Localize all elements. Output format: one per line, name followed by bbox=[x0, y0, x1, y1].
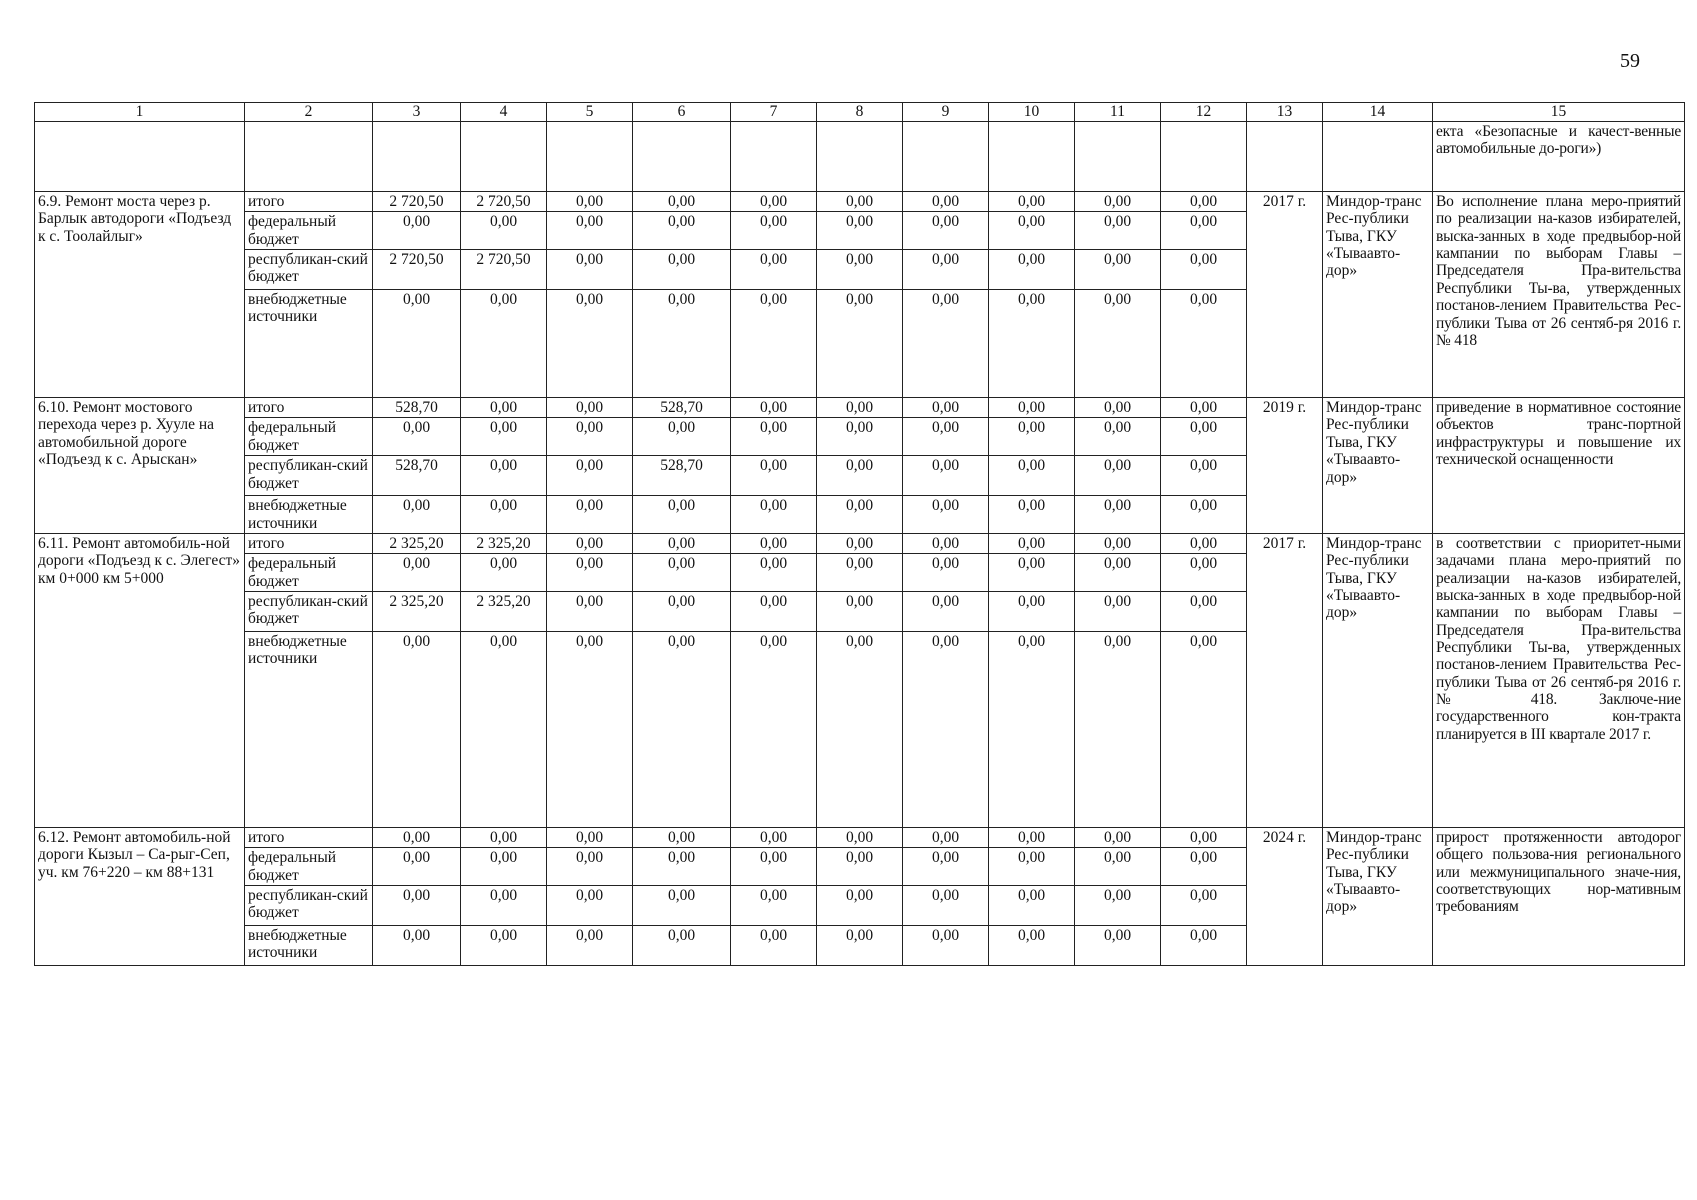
amount-cell: 0,00 bbox=[817, 554, 903, 592]
amount-cell: 0,00 bbox=[817, 290, 903, 398]
item-year: 2024 г. bbox=[1247, 827, 1323, 965]
amount-cell: 0,00 bbox=[1075, 591, 1161, 631]
amount-cell: 0,00 bbox=[989, 192, 1075, 212]
amount-cell: 0,00 bbox=[1075, 398, 1161, 418]
empty-cell bbox=[903, 122, 989, 192]
empty-cell bbox=[461, 122, 547, 192]
amount-cell: 2 720,50 bbox=[461, 250, 547, 290]
item-name: 6.12. Ремонт автомобиль-ной дороги Кызыл – Са-рыг-Сеп, уч. км 76+220 – км 88+131 bbox=[35, 827, 245, 965]
column-number-9: 9 bbox=[903, 103, 989, 122]
amount-cell: 0,00 bbox=[903, 631, 989, 827]
amount-cell: 0,00 bbox=[989, 554, 1075, 592]
item-row bbox=[35, 827, 1685, 847]
item-note: прирост протяженности автодорог общего пользова-ния регионального или межмуниципального значе-ния, соответствующих нор-мативным требованиям bbox=[1433, 827, 1685, 965]
amount-cell: 0,00 bbox=[547, 250, 633, 290]
empty-cell bbox=[633, 122, 731, 192]
amount-cell: 0,00 bbox=[1075, 848, 1161, 886]
empty-cell bbox=[989, 122, 1075, 192]
amount-cell: 0,00 bbox=[1161, 554, 1247, 592]
amount-cell: 0,00 bbox=[989, 591, 1075, 631]
amount-cell: 0,00 bbox=[547, 827, 633, 847]
empty-cell bbox=[1247, 122, 1323, 192]
amount-cell: 0,00 bbox=[731, 848, 817, 886]
amount-cell: 0,00 bbox=[903, 496, 989, 534]
amount-cell: 0,00 bbox=[903, 192, 989, 212]
column-number-11: 11 bbox=[1075, 103, 1161, 122]
amount-cell: 528,70 bbox=[373, 456, 461, 496]
amount-cell: 0,00 bbox=[989, 212, 1075, 250]
amount-cell: 0,00 bbox=[547, 591, 633, 631]
amount-cell: 0,00 bbox=[731, 926, 817, 966]
amount-cell: 0,00 bbox=[633, 886, 731, 926]
source-republic: республикан-ский бюджет bbox=[245, 250, 373, 290]
amount-cell: 0,00 bbox=[1161, 290, 1247, 398]
amount-cell: 0,00 bbox=[817, 533, 903, 553]
amount-cell: 0,00 bbox=[1161, 926, 1247, 966]
source-republic: республикан-ский бюджет bbox=[245, 456, 373, 496]
item-note: в соответствии с приоритет-ными задачами плана меро-приятий по реализации на-казов избирателей, выска-занных в ходе предвыбор-ной кампании по выборам Главы – Председателя Пра-вительства Республики Ты-ва, утвержденных постанов-лением Правительства Рес-публики Тыва от 26 сентяб-ря 2016 г. № 418. Заключе-ние государственного кон-тракта планируется в III квартале 2017 г. bbox=[1433, 533, 1685, 827]
item-name: 6.11. Ремонт автомобиль-ной дороги «Подъезд к с. Элегест» км 0+000 км 5+000 bbox=[35, 533, 245, 827]
amount-cell: 0,00 bbox=[461, 418, 547, 456]
amount-cell: 0,00 bbox=[989, 398, 1075, 418]
column-number-8: 8 bbox=[817, 103, 903, 122]
amount-cell: 528,70 bbox=[633, 398, 731, 418]
source-federal: федеральный бюджет bbox=[245, 554, 373, 592]
amount-cell: 0,00 bbox=[633, 631, 731, 827]
amount-cell: 0,00 bbox=[633, 827, 731, 847]
amount-cell: 0,00 bbox=[1075, 418, 1161, 456]
column-number-5: 5 bbox=[547, 103, 633, 122]
item-year: 2017 г. bbox=[1247, 533, 1323, 827]
amount-cell: 0,00 bbox=[989, 418, 1075, 456]
amount-cell: 0,00 bbox=[373, 848, 461, 886]
amount-cell: 0,00 bbox=[633, 591, 731, 631]
column-number-4: 4 bbox=[461, 103, 547, 122]
header-row bbox=[35, 103, 1685, 122]
column-number-6: 6 bbox=[633, 103, 731, 122]
amount-cell: 0,00 bbox=[633, 290, 731, 398]
amount-cell: 528,70 bbox=[373, 398, 461, 418]
amount-cell: 0,00 bbox=[461, 848, 547, 886]
amount-cell: 0,00 bbox=[731, 398, 817, 418]
amount-cell: 528,70 bbox=[633, 456, 731, 496]
amount-cell: 0,00 bbox=[731, 418, 817, 456]
amount-cell: 0,00 bbox=[989, 926, 1075, 966]
continuation-note: екта «Безопасные и качест-венные автомобильные до-роги») bbox=[1433, 122, 1685, 192]
amount-cell: 0,00 bbox=[373, 212, 461, 250]
amount-cell: 0,00 bbox=[373, 554, 461, 592]
amount-cell: 0,00 bbox=[731, 250, 817, 290]
amount-cell: 0,00 bbox=[1161, 827, 1247, 847]
item-row bbox=[35, 533, 1685, 553]
amount-cell: 0,00 bbox=[1075, 250, 1161, 290]
column-number-3: 3 bbox=[373, 103, 461, 122]
column-number-14: 14 bbox=[1323, 103, 1433, 122]
page-number: 59 bbox=[1620, 50, 1640, 72]
amount-cell: 0,00 bbox=[903, 250, 989, 290]
amount-cell: 0,00 bbox=[731, 496, 817, 534]
amount-cell: 0,00 bbox=[989, 250, 1075, 290]
amount-cell: 0,00 bbox=[731, 290, 817, 398]
amount-cell: 2 720,50 bbox=[373, 250, 461, 290]
amount-cell: 0,00 bbox=[633, 496, 731, 534]
amount-cell: 0,00 bbox=[731, 533, 817, 553]
amount-cell: 0,00 bbox=[817, 848, 903, 886]
item-name: 6.10. Ремонт мостового перехода через р. Хууле на автомобильной дороге «Подъезд к с. Арыскан» bbox=[35, 398, 245, 534]
amount-cell: 0,00 bbox=[547, 554, 633, 592]
amount-cell: 0,00 bbox=[903, 290, 989, 398]
amount-cell: 0,00 bbox=[817, 591, 903, 631]
amount-cell: 2 325,20 bbox=[373, 591, 461, 631]
source-total: итого bbox=[245, 398, 373, 418]
amount-cell: 0,00 bbox=[817, 398, 903, 418]
amount-cell: 0,00 bbox=[547, 290, 633, 398]
amount-cell: 0,00 bbox=[989, 848, 1075, 886]
amount-cell: 0,00 bbox=[817, 827, 903, 847]
amount-cell: 0,00 bbox=[461, 398, 547, 418]
amount-cell: 0,00 bbox=[1075, 456, 1161, 496]
amount-cell: 0,00 bbox=[547, 533, 633, 553]
amount-cell: 0,00 bbox=[1161, 250, 1247, 290]
amount-cell: 0,00 bbox=[547, 848, 633, 886]
source-federal: федеральный бюджет bbox=[245, 212, 373, 250]
amount-cell: 0,00 bbox=[373, 926, 461, 966]
source-extrabudget: внебюджетные источники bbox=[245, 631, 373, 827]
empty-cell bbox=[1161, 122, 1247, 192]
amount-cell: 0,00 bbox=[1161, 398, 1247, 418]
amount-cell: 0,00 bbox=[1075, 290, 1161, 398]
amount-cell: 0,00 bbox=[1161, 533, 1247, 553]
amount-cell: 0,00 bbox=[1075, 533, 1161, 553]
amount-cell: 0,00 bbox=[731, 827, 817, 847]
amount-cell: 0,00 bbox=[731, 886, 817, 926]
amount-cell: 0,00 bbox=[817, 631, 903, 827]
amount-cell: 0,00 bbox=[989, 533, 1075, 553]
amount-cell: 0,00 bbox=[547, 456, 633, 496]
amount-cell: 2 720,50 bbox=[373, 192, 461, 212]
amount-cell: 0,00 bbox=[547, 398, 633, 418]
amount-cell: 0,00 bbox=[461, 827, 547, 847]
amount-cell: 0,00 bbox=[633, 848, 731, 886]
amount-cell: 0,00 bbox=[1075, 192, 1161, 212]
column-number-15: 15 bbox=[1433, 103, 1685, 122]
column-number-10: 10 bbox=[989, 103, 1075, 122]
amount-cell: 0,00 bbox=[461, 554, 547, 592]
source-extrabudget: внебюджетные источники bbox=[245, 496, 373, 534]
amount-cell: 0,00 bbox=[373, 290, 461, 398]
source-total: итого bbox=[245, 192, 373, 212]
amount-cell: 0,00 bbox=[1075, 631, 1161, 827]
amount-cell: 0,00 bbox=[1161, 886, 1247, 926]
item-executor: Миндор-транс Рес-публики Тыва, ГКУ «Тываавто-дор» bbox=[1323, 398, 1433, 534]
item-executor: Миндор-транс Рес-публики Тыва, ГКУ «Тываавто-дор» bbox=[1323, 533, 1433, 827]
amount-cell: 0,00 bbox=[903, 926, 989, 966]
empty-cell bbox=[1075, 122, 1161, 192]
amount-cell: 0,00 bbox=[461, 631, 547, 827]
amount-cell: 0,00 bbox=[903, 827, 989, 847]
column-number-7: 7 bbox=[731, 103, 817, 122]
source-republic: республикан-ский бюджет bbox=[245, 886, 373, 926]
source-extrabudget: внебюджетные источники bbox=[245, 290, 373, 398]
item-row bbox=[35, 192, 1685, 212]
source-total: итого bbox=[245, 827, 373, 847]
amount-cell: 2 720,50 bbox=[461, 192, 547, 212]
amount-cell: 0,00 bbox=[731, 554, 817, 592]
amount-cell: 0,00 bbox=[633, 418, 731, 456]
source-federal: федеральный бюджет bbox=[245, 848, 373, 886]
amount-cell: 0,00 bbox=[903, 456, 989, 496]
amount-cell: 0,00 bbox=[903, 418, 989, 456]
item-executor: Миндор-транс Рес-публики Тыва, ГКУ «Тываавто-дор» bbox=[1323, 192, 1433, 398]
amount-cell: 0,00 bbox=[461, 212, 547, 250]
empty-cell bbox=[547, 122, 633, 192]
column-number-2: 2 bbox=[245, 103, 373, 122]
amount-cell: 0,00 bbox=[731, 212, 817, 250]
amount-cell: 0,00 bbox=[1161, 496, 1247, 534]
amount-cell: 0,00 bbox=[817, 250, 903, 290]
column-number-header bbox=[35, 103, 1685, 122]
amount-cell: 0,00 bbox=[547, 192, 633, 212]
amount-cell: 0,00 bbox=[1075, 886, 1161, 926]
column-number-12: 12 bbox=[1161, 103, 1247, 122]
amount-cell: 0,00 bbox=[989, 827, 1075, 847]
amount-cell: 0,00 bbox=[1161, 456, 1247, 496]
amount-cell: 0,00 bbox=[373, 827, 461, 847]
amount-cell: 0,00 bbox=[817, 418, 903, 456]
amount-cell: 0,00 bbox=[461, 926, 547, 966]
amount-cell: 0,00 bbox=[1161, 591, 1247, 631]
amount-cell: 0,00 bbox=[1075, 554, 1161, 592]
amount-cell: 0,00 bbox=[547, 418, 633, 456]
amount-cell: 0,00 bbox=[461, 290, 547, 398]
item-row bbox=[35, 398, 1685, 418]
amount-cell: 0,00 bbox=[989, 631, 1075, 827]
empty-cell bbox=[373, 122, 461, 192]
amount-cell: 0,00 bbox=[547, 212, 633, 250]
amount-cell: 0,00 bbox=[373, 418, 461, 456]
amount-cell: 0,00 bbox=[1161, 631, 1247, 827]
amount-cell: 2 325,20 bbox=[461, 533, 547, 553]
amount-cell: 0,00 bbox=[1075, 926, 1161, 966]
amount-cell: 0,00 bbox=[373, 886, 461, 926]
amount-cell: 0,00 bbox=[633, 250, 731, 290]
empty-cell bbox=[245, 122, 373, 192]
empty-cell bbox=[731, 122, 817, 192]
empty-cell bbox=[817, 122, 903, 192]
amount-cell: 0,00 bbox=[547, 926, 633, 966]
amount-cell: 0,00 bbox=[731, 631, 817, 827]
amount-cell: 0,00 bbox=[1161, 192, 1247, 212]
amount-cell: 0,00 bbox=[731, 192, 817, 212]
column-number-13: 13 bbox=[1247, 103, 1323, 122]
source-federal: федеральный бюджет bbox=[245, 418, 373, 456]
amount-cell: 0,00 bbox=[633, 926, 731, 966]
amount-cell: 0,00 bbox=[547, 496, 633, 534]
amount-cell: 0,00 bbox=[633, 212, 731, 250]
item-year: 2017 г. bbox=[1247, 192, 1323, 398]
source-extrabudget: внебюджетные источники bbox=[245, 926, 373, 966]
amount-cell: 0,00 bbox=[817, 456, 903, 496]
amount-cell: 0,00 bbox=[1075, 827, 1161, 847]
amount-cell: 0,00 bbox=[989, 290, 1075, 398]
amount-cell: 0,00 bbox=[547, 886, 633, 926]
amount-cell: 0,00 bbox=[461, 886, 547, 926]
source-republic: республикан-ский бюджет bbox=[245, 591, 373, 631]
amount-cell: 0,00 bbox=[903, 848, 989, 886]
amount-cell: 0,00 bbox=[903, 212, 989, 250]
amount-cell: 0,00 bbox=[817, 496, 903, 534]
item-name: 6.9. Ремонт моста через р. Барлык автодороги «Подъезд к с. Тоолайлыг» bbox=[35, 192, 245, 398]
amount-cell: 0,00 bbox=[731, 591, 817, 631]
amount-cell: 0,00 bbox=[989, 886, 1075, 926]
amount-cell: 0,00 bbox=[633, 533, 731, 553]
empty-cell bbox=[1323, 122, 1433, 192]
amount-cell: 2 325,20 bbox=[373, 533, 461, 553]
amount-cell: 0,00 bbox=[373, 496, 461, 534]
amount-cell: 0,00 bbox=[903, 533, 989, 553]
amount-cell: 0,00 bbox=[1075, 212, 1161, 250]
amount-cell: 0,00 bbox=[461, 496, 547, 534]
amount-cell: 0,00 bbox=[903, 398, 989, 418]
amount-cell: 0,00 bbox=[731, 456, 817, 496]
amount-cell: 0,00 bbox=[1075, 496, 1161, 534]
column-number-1: 1 bbox=[35, 103, 245, 122]
amount-cell: 0,00 bbox=[989, 496, 1075, 534]
amount-cell: 0,00 bbox=[903, 591, 989, 631]
amount-cell: 2 325,20 bbox=[461, 591, 547, 631]
amount-cell: 0,00 bbox=[1161, 418, 1247, 456]
amount-cell: 0,00 bbox=[461, 456, 547, 496]
continuation-row bbox=[35, 122, 1685, 192]
item-note: Во исполнение плана меро-приятий по реализации на-казов избирателей, выска-занных в ходе предвыбор-ной кампании по выборам Главы – Председателя Пра-вительства Республики Ты-ва, утвержденных постанов-лением Правительства Рес-публики Тыва от 26 сентяб-ря 2016 г. № 418 bbox=[1433, 192, 1685, 398]
amount-cell: 0,00 bbox=[903, 554, 989, 592]
empty-cell bbox=[35, 122, 245, 192]
amount-cell: 0,00 bbox=[633, 192, 731, 212]
amount-cell: 0,00 bbox=[817, 212, 903, 250]
table-body bbox=[35, 122, 1685, 966]
amount-cell: 0,00 bbox=[817, 926, 903, 966]
budget-table bbox=[34, 102, 1685, 966]
amount-cell: 0,00 bbox=[547, 631, 633, 827]
amount-cell: 0,00 bbox=[1161, 212, 1247, 250]
amount-cell: 0,00 bbox=[817, 886, 903, 926]
item-executor: Миндор-транс Рес-публики Тыва, ГКУ «Тываавто-дор» bbox=[1323, 827, 1433, 965]
item-year: 2019 г. bbox=[1247, 398, 1323, 534]
source-total: итого bbox=[245, 533, 373, 553]
item-note: приведение в нормативное состояние объектов транс-портной инфраструктуры и повышение их технической оснащенности bbox=[1433, 398, 1685, 534]
amount-cell: 0,00 bbox=[989, 456, 1075, 496]
amount-cell: 0,00 bbox=[373, 631, 461, 827]
amount-cell: 0,00 bbox=[817, 192, 903, 212]
amount-cell: 0,00 bbox=[903, 886, 989, 926]
amount-cell: 0,00 bbox=[1161, 848, 1247, 886]
amount-cell: 0,00 bbox=[633, 554, 731, 592]
